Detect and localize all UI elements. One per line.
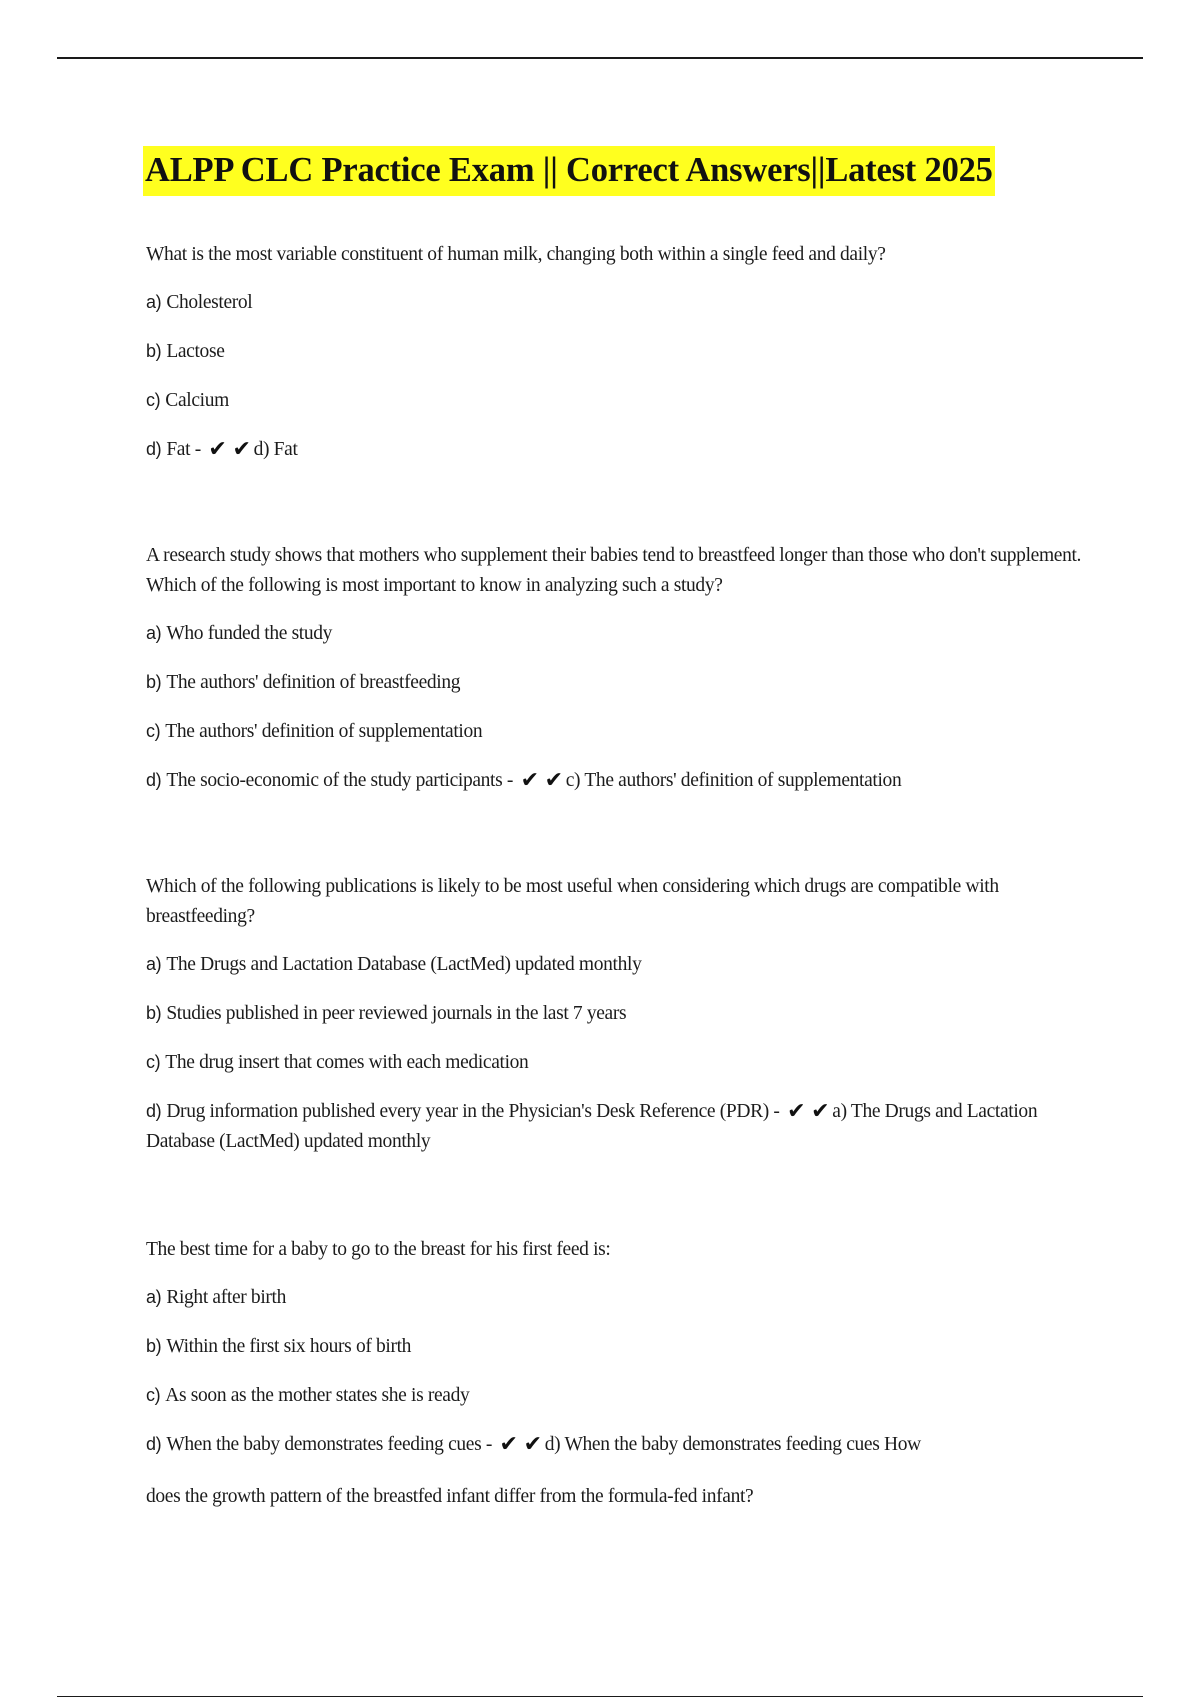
option-text: As soon as the mother states she is ready <box>165 1385 470 1406</box>
option-letter: d) <box>146 770 162 790</box>
option-text: Studies published in peer reviewed journals in the last 7 years <box>166 1003 627 1024</box>
option-text: Within the first six hours of birth <box>166 1336 412 1357</box>
option-a <box>146 618 1086 649</box>
check-icon: ✔ <box>208 437 227 462</box>
check-icon: ✔ <box>232 437 251 462</box>
option-text: The Drugs and Lactation Database (LactMed) updated monthly <box>166 954 642 975</box>
question-2 <box>146 541 1086 796</box>
option-b <box>146 998 1086 1029</box>
option-text: Lactose <box>166 341 225 362</box>
option-letter: c) <box>146 1052 161 1072</box>
document-title: ALPP CLC Practice Exam || Correct Answers||Latest 2025 <box>143 146 995 196</box>
option-text: Cholesterol <box>166 292 253 313</box>
option-letter: b) <box>146 672 162 692</box>
option-text: Fat - <box>166 439 201 460</box>
check-icon: ✔ <box>811 1099 830 1124</box>
option-b <box>146 1331 1086 1362</box>
option-text: Who funded the study <box>166 623 333 644</box>
option-letter: c) <box>146 390 161 410</box>
option-text: The socio-economic of the study participants - <box>166 770 514 791</box>
option-letter: a) <box>146 954 162 974</box>
option-c <box>146 1380 1086 1411</box>
correct-answer: d) Fat <box>253 439 298 460</box>
option-text: Drug information published every year in the Physician's Desk Reference (PDR) - <box>166 1101 780 1122</box>
option-text: When the baby demonstrates feeding cues - <box>166 1434 493 1455</box>
option-d <box>146 434 1086 465</box>
option-text: The drug insert that comes with each medication <box>165 1052 529 1073</box>
question-stem: A research study shows that mothers who supplement their babies tend to breastfeed longer than those who don't supplement. Which of the following is most important to know in analyzing such a study? <box>146 545 1082 596</box>
continuation-text: does the growth pattern of the breastfed infant differ from the formula-fed infant? <box>146 1486 754 1507</box>
option-letter: a) <box>146 292 162 312</box>
check-icon: ✔ <box>499 1432 518 1457</box>
option-c <box>146 1047 1086 1078</box>
check-icon: ✔ <box>520 768 539 793</box>
correct-answer: d) When the baby demonstrates feeding cues How <box>544 1434 921 1455</box>
bottom-rule <box>57 1696 1143 1697</box>
option-text: Right after birth <box>166 1287 286 1308</box>
question-list <box>146 240 1086 1460</box>
option-letter: b) <box>146 341 162 361</box>
option-b <box>146 336 1086 367</box>
question-4 <box>146 1235 1086 1460</box>
option-text: Calcium <box>165 390 229 411</box>
option-b <box>146 667 1086 698</box>
option-text: The authors' definition of supplementation <box>165 721 483 742</box>
option-letter: d) <box>146 1434 162 1454</box>
option-letter: d) <box>146 439 162 459</box>
option-d <box>146 765 1086 796</box>
option-letter: d) <box>146 1101 162 1121</box>
option-letter: c) <box>146 1385 161 1405</box>
option-c <box>146 385 1086 416</box>
option-letter: a) <box>146 1287 162 1307</box>
option-d <box>146 1429 1086 1460</box>
option-d <box>146 1096 1086 1157</box>
option-c <box>146 716 1086 747</box>
top-rule <box>57 57 1143 59</box>
correct-answer: a) The Drugs and Lactation Database (LactMed) updated monthly <box>146 1101 1038 1152</box>
question-3 <box>146 872 1086 1157</box>
check-icon: ✔ <box>523 1432 542 1457</box>
question-stem: What is the most variable constituent of human milk, changing both within a single feed and daily? <box>146 244 886 265</box>
question-stem: Which of the following publications is likely to be most useful when considering which drugs are compatible with breastfeeding? <box>146 876 999 927</box>
option-letter: c) <box>146 721 161 741</box>
option-text: The authors' definition of breastfeeding <box>166 672 461 693</box>
question-stem: The best time for a baby to go to the breast for his first feed is: <box>146 1239 611 1260</box>
option-a <box>146 949 1086 980</box>
correct-answer: c) The authors' definition of supplementation <box>565 770 902 791</box>
check-icon: ✔ <box>544 768 563 793</box>
option-a <box>146 287 1086 318</box>
option-letter: b) <box>146 1003 162 1023</box>
question-1 <box>146 240 1086 465</box>
option-letter: a) <box>146 623 162 643</box>
option-a <box>146 1282 1086 1313</box>
check-icon: ✔ <box>787 1099 806 1124</box>
option-letter: b) <box>146 1336 162 1356</box>
